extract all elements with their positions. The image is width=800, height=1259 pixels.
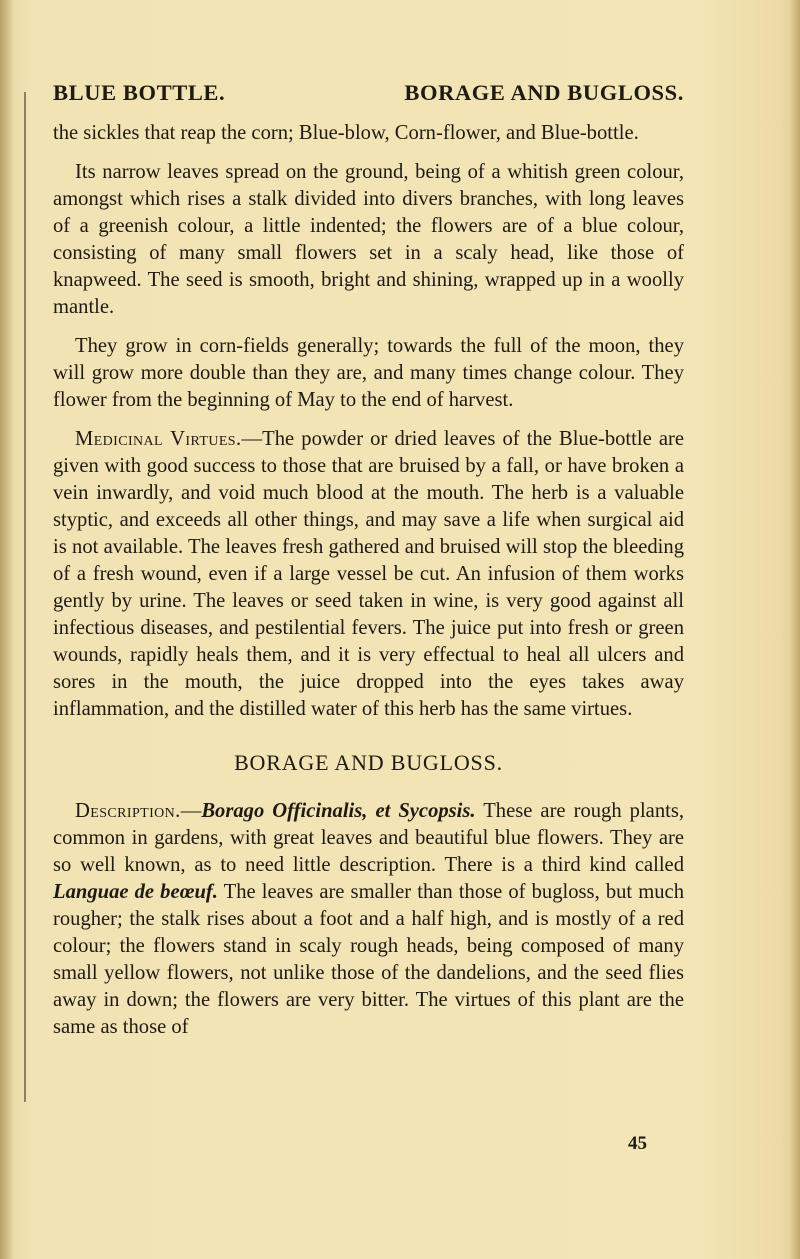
page-number: 45 xyxy=(628,1133,647,1154)
running-head-left: BLUE BOTTLE. xyxy=(53,80,226,105)
page-edge-shadow xyxy=(790,0,800,1259)
description-heading: Description. xyxy=(75,800,181,822)
gutter-shadow xyxy=(0,0,14,1259)
description-body-continued: The leaves are smaller than those of bugloss, but much rougher; the stalk rises about a foot and a half high, and is mostly of a red colour; the flowers stand in scaly rough heads, being composed of many small yellow flowers, not unlike those of the dandelions, and the seed flies away in down; the flowers are very bitter. The virtues of this plant are the same as those of xyxy=(53,881,684,1038)
paragraph-growth: They grow in corn-fields generally; towards the full of the moon, they will grow more double than they are, and many times change colour. They flower from the beginning of May to the end of harvest. xyxy=(53,335,684,411)
running-head-right: BORAGE AND BUGLOSS. xyxy=(404,80,684,105)
text-block xyxy=(53,78,684,1053)
paragraph-leaves: Its narrow leaves spread on the ground, being of a whitish green colour, amongst which rises a stalk divided into divers branches, with long leaves of a greenish colour, a little indented; the flowers are of a blue colour, consisting of many small flowers set in a scaly head, like those of knapweed. The seed is smooth, bright and shining, wrapped up in a woolly mantle. xyxy=(53,161,684,318)
binding-line xyxy=(24,92,26,1102)
paragraph-description xyxy=(53,798,684,1041)
latin-name: Borago Officinalis, et Sycopsis. xyxy=(201,800,476,822)
paragraph-medicinal-virtues xyxy=(53,426,684,723)
third-kind-name: Languae de beœuf. xyxy=(53,881,218,903)
running-head xyxy=(53,78,684,108)
description-body: These are rough plants, common in gardens, with great leaves and beautiful blue flowers. They are so well known, as to need little description. There is a third kind called xyxy=(53,800,684,876)
medicinal-virtues-heading: Medicinal Virtues. xyxy=(75,428,242,450)
description-dash: — xyxy=(180,800,202,822)
section-title: BORAGE AND BUGLOSS. xyxy=(234,750,503,775)
paragraph-continuation: the sickles that reap the corn; Blue-blow, Corn-flower, and Blue-bottle. xyxy=(53,122,639,144)
medicinal-virtues-body: —The powder or dried leaves of the Blue-bottle are given with good success to those that are bruised by a fall, or have broken a vein inwardly, and void much blood at the mouth. The herb is a valuable styptic, and exceeds all other things, and may save a life when surgical aid is not available. The leaves fresh gathered and bruised will stop the bleeding of a fresh wound, even if a large vessel be cut. An infusion of them works gently by urine. The leaves or seed taken in wine, is very good against all infectious diseases, and pestilential fevers. The juice put into fresh or green wounds, rapidly heals them, and it is very effectual to heal all ulcers and sores in the mouth, the juice dropped into the eyes takes away inflammation, and the distilled water of this herb has the same virtues. xyxy=(53,428,684,720)
